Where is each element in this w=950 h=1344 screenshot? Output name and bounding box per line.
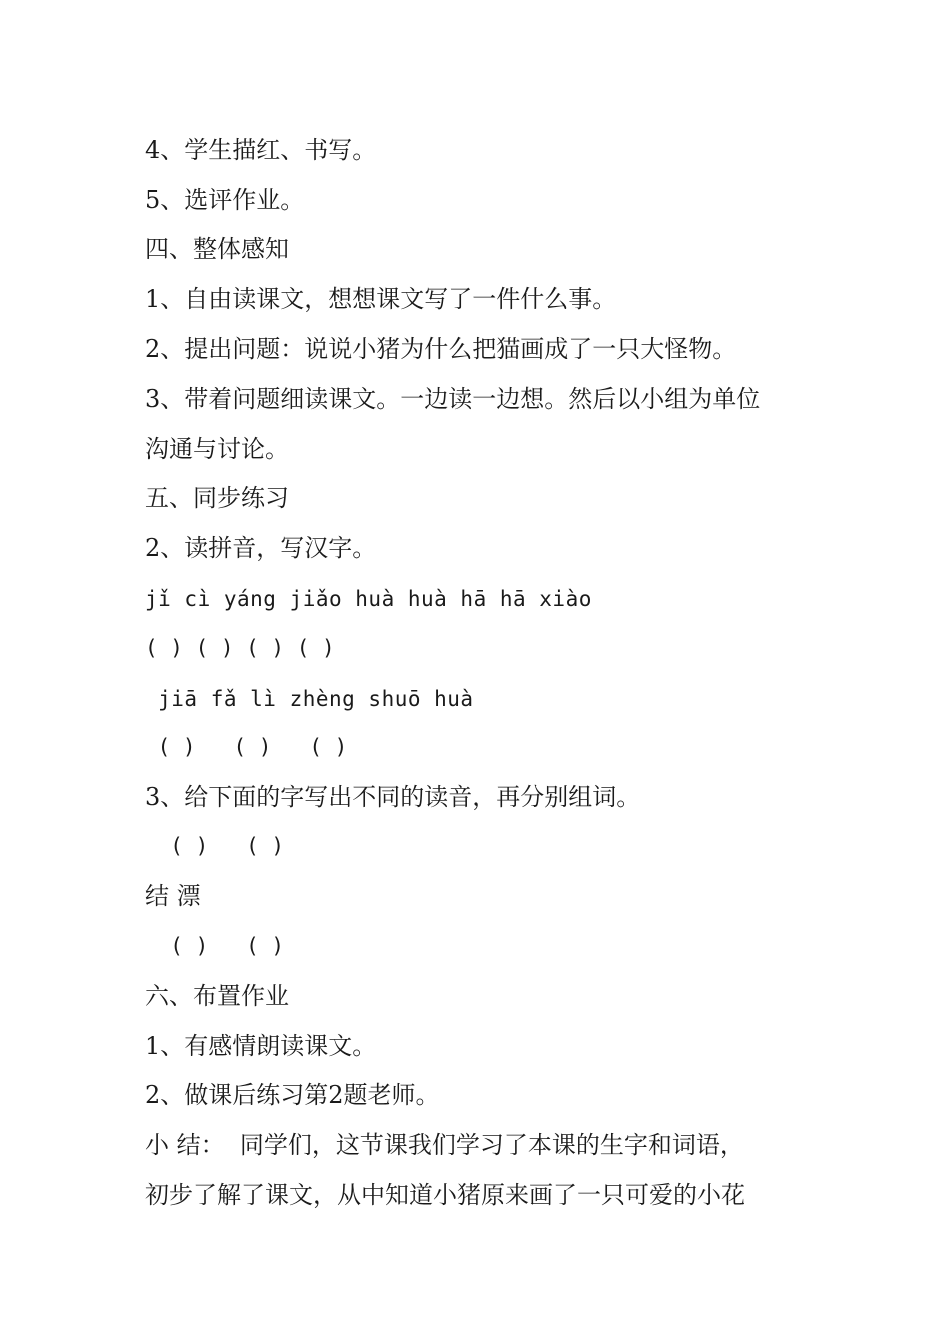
blanks-row-3: ( ) ( ) bbox=[145, 834, 285, 858]
pinyin-row-1: jǐ cì yáng jiǎo huà huà hā hā xiào bbox=[145, 587, 592, 611]
section-4-heading: 四、整体感知 bbox=[145, 235, 289, 263]
summary-line-2: 初步了解了课文，从中知道小猪原来画了一只可爱的小花 bbox=[145, 1181, 745, 1209]
exercise-3-title: 3、给下面的字写出不同的读音，再分别组词。 bbox=[145, 783, 641, 811]
step-4-line: 4、学生描红、书写。 bbox=[145, 136, 377, 164]
homework-item-1: 1、有感情朗读课文。 bbox=[145, 1032, 377, 1060]
homework-item-2: 2、做课后练习第2题老师。 bbox=[145, 1081, 440, 1109]
perception-item-3: 3、带着问题细读课文。一边读一边想。然后以小组为单位 bbox=[145, 385, 761, 413]
section-5-heading: 五、同步练习 bbox=[145, 484, 289, 512]
summary-line-1: 小 结： 同学们，这节课我们学习了本课的生字和词语， bbox=[145, 1131, 744, 1159]
perception-item-1: 1、自由读课文，想想课文写了一件什么事。 bbox=[145, 285, 617, 313]
section-6-heading: 六、布置作业 bbox=[145, 982, 289, 1010]
exercise-2-title: 2、读拼音，写汉字。 bbox=[145, 534, 377, 562]
pinyin-row-2: jiā fǎ lì zhèng shuō huà bbox=[145, 687, 474, 711]
perception-item-2: 2、提出问题：说说小猪为什么把猫画成了一只大怪物。 bbox=[145, 335, 737, 363]
blanks-row-1: ( ) ( ) ( ) ( ) bbox=[145, 636, 335, 660]
blanks-row-4: ( ) ( ) bbox=[145, 934, 285, 958]
polyphone-chars: 结 漂 bbox=[145, 882, 201, 910]
perception-item-3-cont: 沟通与讨论。 bbox=[145, 435, 289, 463]
step-5-line: 5、选评作业。 bbox=[145, 186, 305, 214]
blanks-row-2: ( ) ( ) ( ) bbox=[145, 735, 348, 759]
